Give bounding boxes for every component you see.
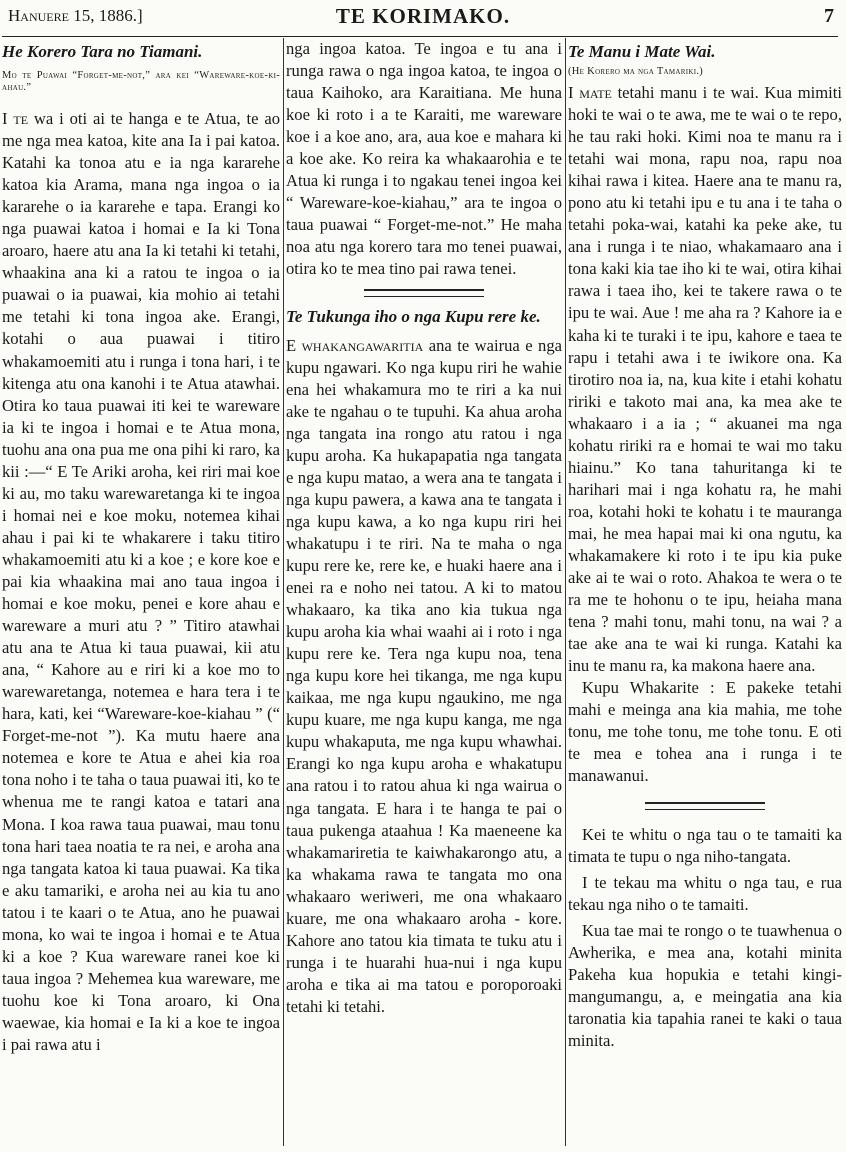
column-1 bbox=[2, 38, 280, 1146]
column-rule bbox=[283, 38, 284, 1146]
article-heading: Te Manu i Mate Wai. bbox=[568, 42, 716, 61]
column-3 bbox=[568, 38, 842, 1146]
article-body bbox=[286, 335, 562, 1018]
issue-date: Hanuere 15, 1886.] bbox=[8, 6, 143, 25]
news-paragraph: I te tekau ma whitu o nga tau, e rua tekau nga niho o te tamaiti. bbox=[568, 872, 842, 914]
article-heading: He Korero Tara no Tiamani. bbox=[2, 42, 203, 61]
newspaper-title: TE KORIMAKO. bbox=[335, 4, 511, 28]
drop-word: I te bbox=[2, 109, 29, 128]
article-subheading: Mo te Puawai “Forget-me-not,” ara kei “Wareware-koe-ki-ahau.” bbox=[2, 70, 280, 93]
column-rule bbox=[565, 38, 566, 1146]
section-divider bbox=[645, 802, 765, 810]
news-paragraph: Kei te whitu o nga tau o te tamaiti ka timata te tupu o nga niho-tangata. bbox=[568, 824, 842, 866]
article-text: tetahi manu i te wai. Kua mimiti hoki te wai o te awa, me te wai o te repo, he tau raki hoki. Kimi noa te manu ra i tetahi wai mona, rapu noa, rapu noa kihai rawa i kitea. Haere ana te manu ra, pono atu ki tetahi ipu e tu ana i te taha o tetahi poka-wai, katahi ka peke ake, tu ana i runga i te niao, whakamaaro ana i tona kaki kia tae iho ki te wai, otira kihai rawa i taea iho, kei te takere rawa o te ipu te wai. Aue ! me aha ra ? Kahore ia e kaha ki te turaki i te ipu, kahore e taea te rapu i tetahi awa i te iwikore ona. Ka tirotiro noa ia, na, kua kite i etahi kohatu ririki e takoto mai ana, ka mea ake te whakaaro i a ia ; “ akuanei ma nga kohatu ririki ra e homai te wai mo taku hiainu.” Ko tana tahuritanga ki te harihari mai i nga kohatu ra, he mahi roa, kotahi hoki te kohatu i te mauranga mai, he mea hapai mai ki ona ngutu, ka whakamakere ki roto i te ipu kia puke ake ai te wai o roto. Ahakoa te wera o te ra me te hohonu o te ipu, heiaha mana tena ? mahi tonu, mahi tonu, na wai ? a tae ake ana te wai ki runga. Katahi ka inu te manu ra, ka makona haere ana. bbox=[568, 83, 842, 676]
masthead bbox=[8, 0, 838, 36]
article-body bbox=[568, 82, 842, 677]
section-divider bbox=[364, 289, 484, 297]
page-number: 7 bbox=[824, 5, 834, 27]
article-text: wa i oti ai te hanga e te Atua, te ao me nga mea katoa, kite ana Ia i pai katoa. Katahi ka tonoa atu e ia nga kararehe katoa kia Arama, mana nga ingoa o ia kararehe o ia kararehe e tapa. Erangi ko nga puawai katoa i homai e Ia ki Tona aroaro, haere atu ana Ia ki tetahi ki tetahi, whaakina ana ki a ratou te ingoa o ia puawai o ia puawai, kia mohio ai tetahi me tetahi ki tona ingoa ake. Erangi, kotahi o aua puawai i titiro whakamoemiti atu i runga i tona hari, i te kitenga atu ona kanohi i te Atua atawhai. Otira ko taua puawai iti kei te wareware ia ki te ingoa i homai e te Atua mona, tuohu ana ona pua me ona pihi ki raro, ka kii :—“ E Te Ariki aroha, kei riri mai koe ki au, mo taku warewaretanga ki te ingoa i homai nei e koe moku, notemea kihai ahau i pai ki te whakarere i taku titiro whakamoemiti atu ki a koe ; e kore koe e pai kia whaakina mai ano taua ingoa i homai e koe moku, penei e kore ahau e wareware a muri atu ? ” Titiro atawhai atu ana te Atua ki taua puawai, kii atu ana, “ Kahore au e riri ki a koe mo to warewaretanga, notemea e hara tera i te hara, kati, kei “Wareware-koe-kiahau ” (“ Forget-me-not ”). Ka mutu haere ana notemea e kore te Atua e ahei kia roa tona noho i te taha o taua puawai iti, ko te whenua me te rangi katoa e tatari ana Mona. I koa rawa taua puawai, mau tonu tona hari taea noatia te ra nei, e aroha ana nga tangata katoa ki taua puawai. Ka tika e aku tamariki, e aroha nei au kia tu ano tatou i te kaari o te Atua, ano he puawai mona, ko wai te ingoa i homai e te Atua ki a koe ? Kua wareware ranei koe ki taua ingoa ? Mehemea kua wareware, me tuohu koe ki Tona aroaro, ki Ona waewae, kia homai e Ia ki a koe te ingoa i pai rawa atu i bbox=[2, 109, 280, 1054]
moral-paragraph: Kupu Whakarite : E pakeke tetahi mahi e meinga ana kia mahia, me tohe tonu, me tohe tonu, me tohe tonu. E oti te mea e tohea ana i runga i te manawanui. bbox=[568, 678, 842, 786]
article-heading: Te Tukunga iho o nga Kupu rere ke. bbox=[286, 306, 541, 326]
drop-word: E whakangawaritia bbox=[286, 335, 424, 355]
masthead-rule bbox=[2, 36, 838, 37]
article-subheading: (He Korero ma nga Tamariki.) bbox=[568, 66, 704, 77]
column-2 bbox=[286, 38, 562, 1146]
news-paragraph: Kua tae mai te rongo o te tuawhenua o Awherika, e mea ana, kotahi minita Pakeha kua hopukia e tetahi kingi-mangumangu, a, e meingatia ana kia taronatia kia tapahia ranei te kaki o taua minita. bbox=[568, 920, 842, 1050]
continued-text: nga ingoa katoa. Te ingoa e tu ana i runga rawa o nga ingoa katoa, te ingoa o taua Kaihoko, ara Karaitiana. Me huna koe ki roto i a te Karaiti, me wareware koe i a koe ano, ara, aua koe e mahara ki a koe ake. Ko reira ka whakaarohia e te Atua ki runga i to ngakau tenei ingoa kei “ Wareware-koe-kiahau,” ara te ingoa o taua puawai “ Forget-me-not.” He maha noa atu nga korero tara mo tenei puawai, otira ko te mea tino pai rawa tenei. bbox=[286, 39, 562, 279]
article-body bbox=[2, 108, 280, 1056]
drop-word: I mate bbox=[568, 83, 612, 102]
article-text: ana te wairua e nga kupu ngawari. Ko nga kupu riri he wahie ena hei whakamura mo te riri a ka nui ake te ngahau o te tupuhi. Ka ahua aroha nga tangata ina rongo atu ratou i nga kupu aroha. Ka hukapapatia nga tangata e nga kupu matao, a wera ana te tangata i nga kupu pawera, a kawa ana te tangata i nga kupu kawa, a ko nga kupu riri hei whakatupu i te riri. Na te maha o nga kupu rere ke, rere ke, e huaki haere ana i enei ra e noho nei tatou. A ki to matou whakaaro, ka tika ano kia tukua nga kupu aroha kia whai waahi ai i roto i nga kupu rere ke. Tera nga kupu noa, tena nga kupu kore hei tikanga, me nga kupu kaikaa, me nga kupu ngaukino, me nga kupu kuare, me nga kupu kanga, me nga kupu whakaputa, me nga kupu whawhai. Erangi ko nga kupu aroha e whakatupu ana ratou i to ratou ahua ki nga wairua o nga tangata. E hara i te hanga te pai o taua pukenga ataahua ! Ka maeneene ka whakamariretia te kaiwhakarongo atu, a ka whakama rawa te tangata mo ona whakaaro weriweri, me ona whakaaro kuare, me ona whakaaro aroha - kore. Kahore ano tatou kia timata te tuku atu i runga i te huarahi hua-nui i nga kupu aroha e tika ai ma tatou e poroporoaki tetahi ki tetahi. bbox=[286, 335, 562, 1016]
